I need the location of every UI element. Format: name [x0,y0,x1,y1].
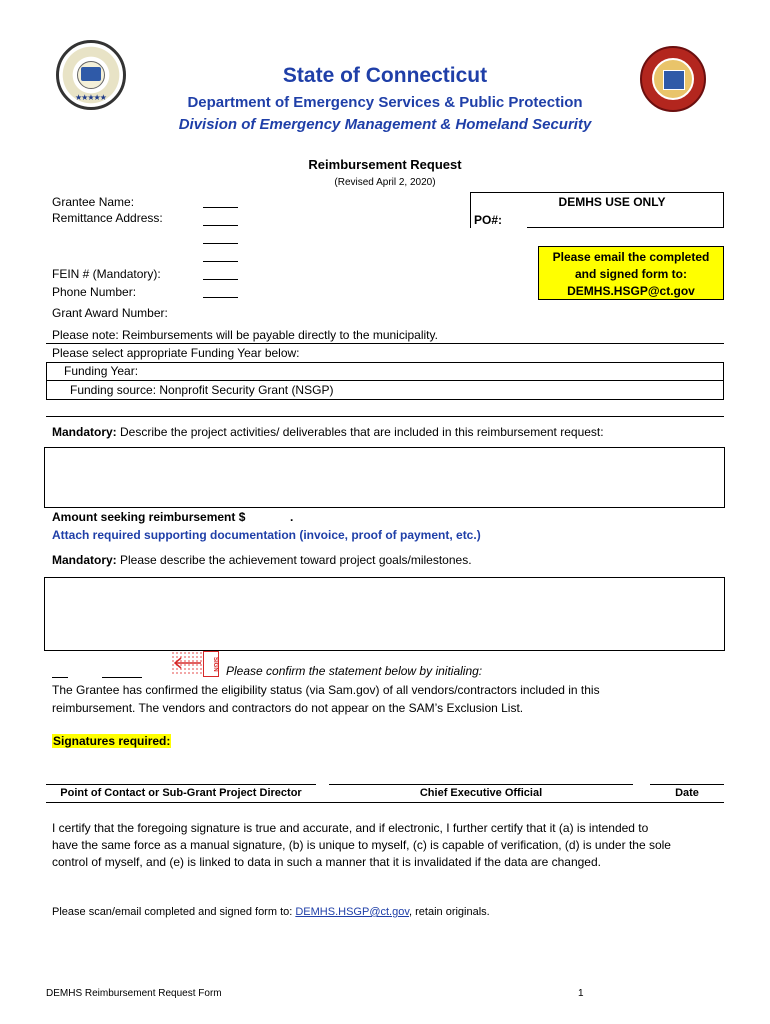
scan-suffix: , retain originals. [409,906,490,918]
email-note-line-1: Please email the completed [552,250,710,264]
demhs-use-only-label: DEMHS USE ONLY [558,195,666,209]
amount-label: Amount seeking reimbursement $ [52,510,246,524]
achievement-text: Please describe the achievement toward project goals/milestones. [120,553,472,567]
scan-prefix: Please scan/email completed and signed form to: [52,906,296,918]
footer-page-number: 1 [578,988,584,999]
funding-year-label: Funding Year: [64,364,139,378]
poc-signature-line[interactable] [46,784,316,785]
phone-field[interactable] [203,297,238,298]
grantee-name-label: Grantee Name: [52,195,135,209]
remittance-address-field-3[interactable] [203,261,238,262]
initials-field-2[interactable] [102,677,142,678]
phone-label: Phone Number: [52,285,137,299]
achievement-textarea[interactable] [44,577,725,651]
date-signature-line[interactable] [650,784,724,785]
activities-text: Describe the project activities/ deliverables that are included in this reimbursement request: [120,425,604,439]
confirm-statement-line-2: reimbursement. The vendors and contractors do not appear on the SAM’s Exclusion List. [52,701,524,715]
po-label: PO#: [474,213,503,227]
poc-label: Point of Contact or Sub-Grant Project Director [60,787,302,799]
certify-line-3: control of myself, and (e) is linked to data in such a manner that it is invalidated if the data are changed. [52,855,601,869]
signature-labels-underline [46,802,724,803]
date-label: Date [675,787,699,799]
notes-divider [46,343,724,344]
funding-source-label: Funding source: Nonprofit Security Grant (NSGP) [70,383,334,397]
ceo-label: Chief Executive Official [419,787,543,799]
achievement-mandatory-label: Mandatory: [52,553,117,567]
sign-tag: SIGN [203,651,219,677]
division-title: Division of Emergency Management & Homeland Security [178,116,592,133]
revised-date: (Revised April 2, 2020) [334,177,436,188]
amount-field[interactable] [250,508,288,524]
po-field[interactable] [527,227,724,228]
certify-line-2: have the same force as a manual signature, (b) is unique to myself, (c) is capable of verification, (d) is under the sole [52,838,671,852]
form-title: Reimbursement Request [308,157,462,172]
amount-dot: . [290,510,294,524]
fein-field[interactable] [203,279,238,280]
scan-instructions [52,906,490,918]
select-year-note: Please select appropriate Funding Year below: [52,346,300,360]
remittance-address-label: Remittance Address: [52,211,163,225]
signatures-heading: Signatures required: [53,734,171,748]
activities-textarea[interactable] [44,447,725,508]
funding-divider [46,380,724,381]
ceo-signature-line[interactable] [329,784,633,785]
state-seal-icon: ★★★★★ [56,40,126,110]
section-divider [46,416,724,417]
activities-prompt [52,425,604,439]
remittance-address-field-1[interactable] [203,225,238,226]
achievement-prompt [52,553,472,567]
confirm-prompt: Please confirm the statement below by initialing: [226,664,483,678]
grant-award-label: Grant Award Number: [52,306,168,320]
attach-note: Attach required supporting documentation (invoice, proof of payment, etc.) [52,528,481,542]
department-title: Department of Emergency Services & Public Protection [187,94,583,111]
initials-field-1[interactable] [52,677,68,678]
scan-email-link[interactable]: DEMHS.HSGP@ct.gov [295,906,410,918]
fein-label: FEIN # (Mandatory): [52,267,161,281]
email-note-line-2: and signed form to: [575,267,687,281]
remittance-address-field-2[interactable] [203,243,238,244]
email-address: DEMHS.HSGP@ct.gov [567,284,695,298]
footer-form-name: DEMHS Reimbursement Request Form [46,988,222,999]
email-instructions-box [538,246,724,300]
sign-here-arrow-icon [171,651,219,675]
confirm-statement-line-1: The Grantee has confirmed the eligibility status (via Sam.gov) of all vendors/contractors included in this [52,683,600,697]
activities-mandatory-label: Mandatory: [52,425,117,439]
payable-note: Please note: Reimbursements will be payable directly to the municipality. [52,328,438,342]
grantee-name-field[interactable] [203,207,238,208]
state-title: State of Connecticut [282,64,488,87]
certify-line-1: I certify that the foregoing signature is true and accurate, and if electronic, I further certify that it (a) is intended to [52,821,649,835]
